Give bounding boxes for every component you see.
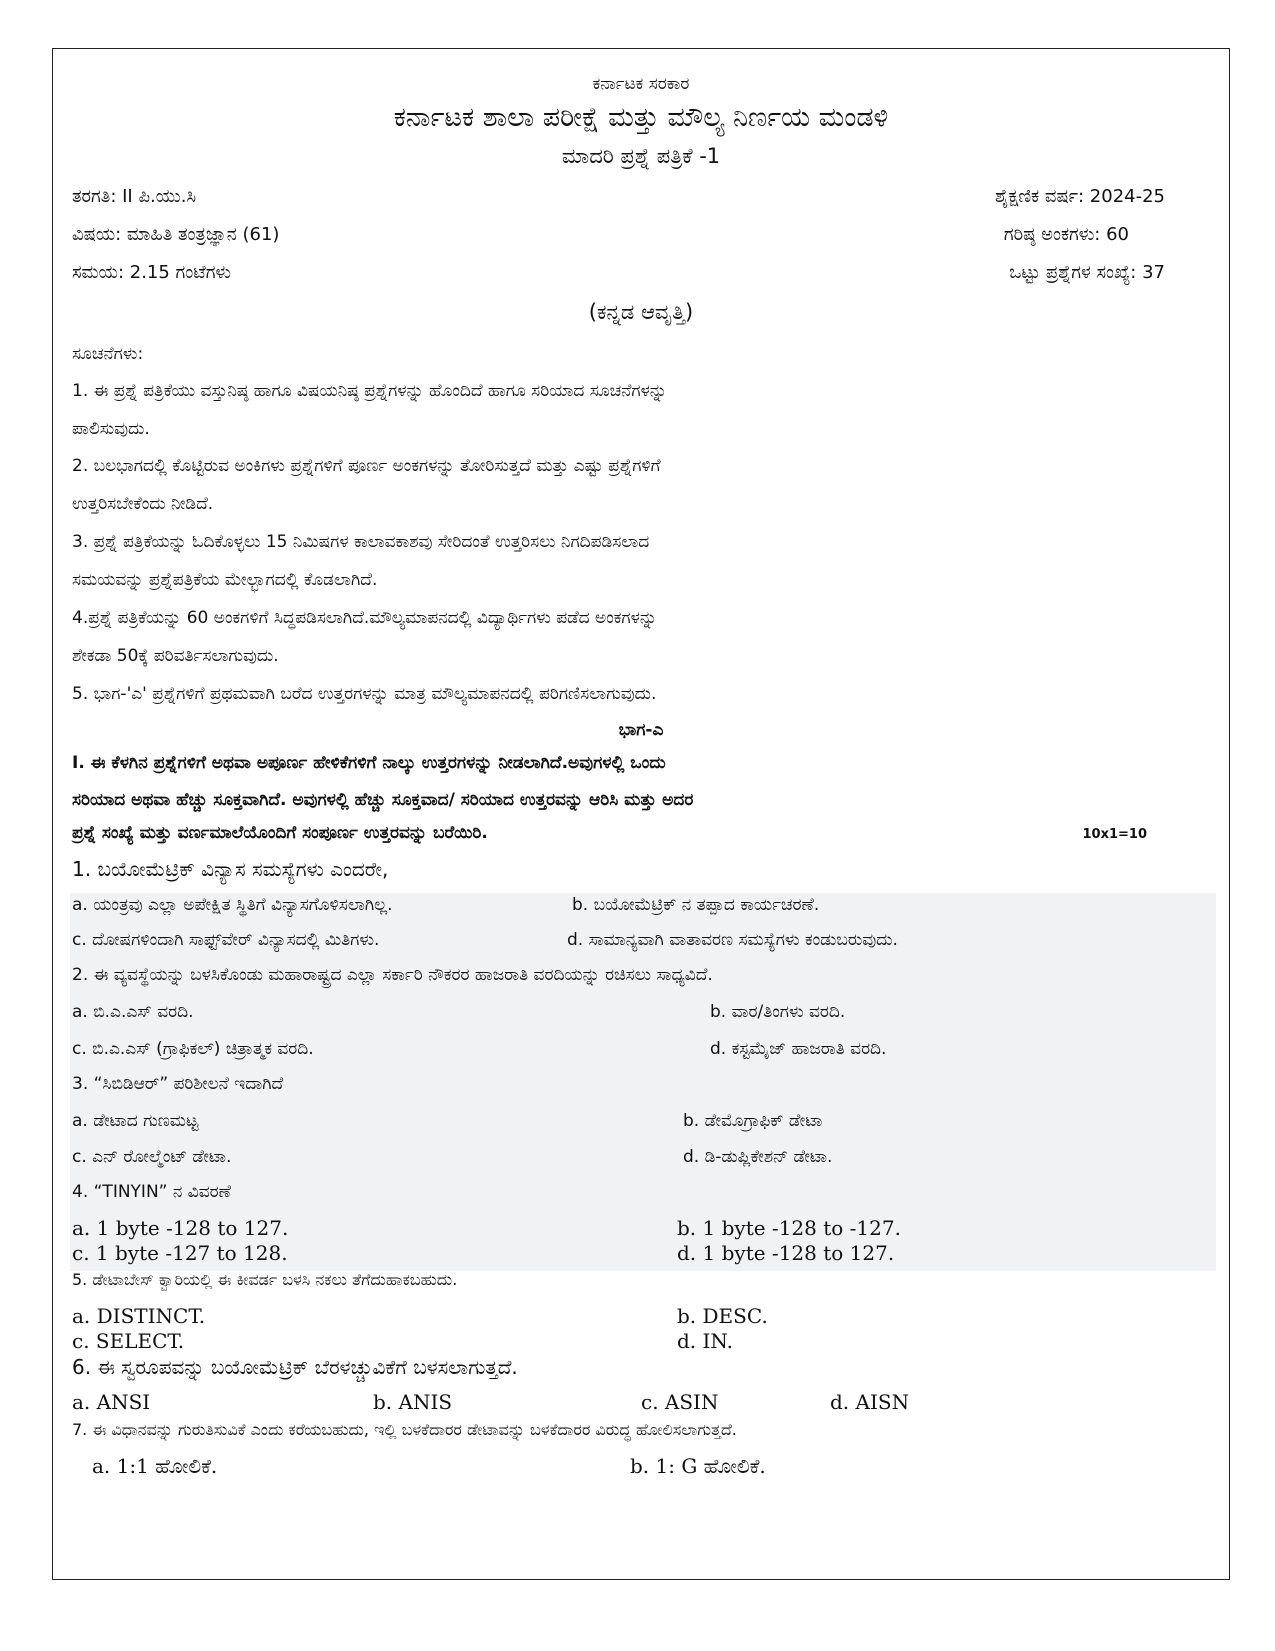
part-a-directive-line: I. ಈ ಕೆಳಗಿನ ಪ್ರಶ್ನೆಗಳಿಗೆ ಅಥವಾ ಅಪೂರ್ಣ ಹೇಳಿಕೆಗಳಿಗೆ ನಾಲ್ಕು ಉತ್ತರಗಳನ್ನು ನೀಡಲಾಗಿದೆ.ಅವುಗಳಲ್ಲಿ ಒಂದು [72,753,666,773]
q3-option-d: d. ಡಿ-ಡುಪ್ಲಿಕೇಶನ್ ಡೇಟಾ. [683,1147,833,1167]
instructions-title: ಸೂಚನೆಗಳು: [72,344,144,364]
q5-option-c: c. SELECT. [72,1329,185,1353]
question-4: 4. “TINYIN” ನ ವಿವರಣೆ [72,1182,231,1202]
q5-option-d: d. IN. [677,1329,733,1353]
paper-title: ಮಾದರಿ ಪ್ರಶ್ನೆ ಪತ್ರಿಕೆ -1 [561,144,721,168]
q3-option-c: c. ಎನ್ ರೋಲ್ಮೆಂಟ್ ಡೇಟಾ. [72,1147,232,1167]
q1-option-a: a. ಯಂತ್ರವು ಎಲ್ಲಾ ಅಪೇಕ್ಷಿತ ಸ್ಥಿತಿಗೆ ವಿನ್ಯಾಸಗೊಳಿಸಲಾಗಿಲ್ಲ. [72,895,393,915]
q2-option-b: b. ವಾರ/ತಿಂಗಳು ವರದಿ. [710,1002,846,1022]
instruction-line: 1. ಈ ಪ್ರಶ್ನೆ ಪತ್ರಿಕೆಯು ವಸ್ತುನಿಷ್ಠ ಹಾಗೂ ವಿಷಯನಿಷ್ಠ ಪ್ರಶ್ನೆಗಳನ್ನು ಹೊಂದಿದೆ ಹಾಗೂ ಸರಿಯಾದ ಸೂಚನೆಗಳನ್ನು [72,381,667,401]
q4-option-b: b. 1 byte -128 to -127. [677,1216,901,1240]
subject-label: ವಿಷಯ: ಮಾಹಿತಿ ತಂತ್ರಜ್ಞಾನ (61) [72,224,280,245]
instruction-line: 3. ಪ್ರಶ್ನೆ ಪತ್ರಿಕೆಯನ್ನು ಓದಿಕೊಳ್ಳಲು 15 ನಿಮಿಷಗಳ ಕಾಲಾವಕಾಶವು ಸೇರಿದಂತೆ ಉತ್ತರಿಸಲು ನಿಗದಿಪಡಿಸಲಾದ [72,532,650,552]
q4-option-a: a. 1 byte -128 to 127. [72,1216,289,1240]
q6-option-b: b. ANIS [373,1390,453,1414]
q5-option-a: a. DISTINCT. [72,1304,206,1328]
q1-option-b: b. ಬಯೋಮೆಟ್ರಿಕ್ ನ ತಪ್ಪಾದ ಕಾರ್ಯಚರಣೆ. [572,895,820,915]
instruction-line: 5. ಭಾಗ-'ಎ' ಪ್ರಶ್ನೆಗಳಿಗೆ ಪ್ರಥಮವಾಗಿ ಬರೆದ ಉತ್ತರಗಳನ್ನು ಮಾತ್ರ ಮೌಲ್ಯಮಾಪನದಲ್ಲಿ ಪರಿಗಣಿಸಲಾಗುವುದು. [72,684,657,704]
version-label: (ಕನ್ನಡ ಆವೃತ್ತಿ) [588,300,694,324]
class-label: ತರಗತಿ: II ಪಿ.ಯು.ಸಿ [72,186,197,207]
q2-option-d: d. ಕಸ್ಟಮೈಜ್ ಹಾಜರಾತಿ ವರದಿ. [710,1039,887,1059]
part-a-title: ಭಾಗ-ಎ [618,720,664,740]
instruction-line: 2. ಬಲಭಾಗದಲ್ಲಿ ಕೊಟ್ಟಿರುವ ಅಂಕಿಗಳು ಪ್ರಶ್ನೆಗಳಿಗೆ ಪೂರ್ಣ ಅಂಕಗಳನ್ನು ತೋರಿಸುತ್ತದೆ ಮತ್ತು ಎಷ್ಟು ಪ್ರಶ್ನೆಗಳಿಗೆ [72,456,661,476]
instruction-line: ಪಾಲಿಸುವುದು. [72,419,150,439]
part-a-marks: 10x1=10 [1082,827,1147,842]
govt-title: ಕರ್ನಾಟಕ ಸರಕಾರ [592,74,690,94]
academic-year-label: ಶೈಕ್ಷಣಿಕ ವರ್ಷ: 2024-25 [994,186,1165,207]
instruction-line: ಉತ್ತರಿಸಬೇಕೆಂದು ನೀಡಿದೆ. [72,494,214,514]
total-questions-label: ಒಟ್ಟು ಪ್ರಶ್ನೆಗಳ ಸಂಖ್ಯೆ: 37 [1009,262,1165,283]
question-1: 1. ಬಯೋಮೆಟ್ರಿಕ್ ವಿನ್ಯಾಸ ಸಮಸ್ಯೆಗಳು ಎಂದರೇ, [72,857,389,881]
question-3: 3. “ಸಿಬಿಡಿಆರ್” ಪರಿಶೀಲನೆ ಇದಾಗಿದೆ [72,1074,284,1094]
part-a-directive-line: ಪ್ರಶ್ನೆ ಸಂಖ್ಯೆ ಮತ್ತು ವರ್ಣಮಾಲೆಯೊಂದಿಗೆ ಸಂಪೂರ್ಣ ಉತ್ತರವನ್ನು ಬರೆಯಿರಿ. [72,823,488,843]
question-5: 5. ಡೇಟಾಬೇಸ್ ಕ್ವಾರಿಯಲ್ಲಿ ಈ ಕೀವರ್ಡ ಬಳಸಿ ನಕಲು ತೆಗೆದುಹಾಕಬಹುದು. [72,1270,458,1289]
q1-option-c: c. ದೋಷಗಳಿಂದಾಗಿ ಸಾಫ್ಟ್‌ವೇರ್ ವಿನ್ಯಾಸದಲ್ಲಿ ಮಿತಿಗಳು. [72,930,380,950]
question-2: 2. ಈ ವ್ಯವಸ್ಥೆಯನ್ನು ಬಳಸಿಕೊಂಡು ಮಹಾರಾಷ್ಟ್ರದ ಎಲ್ಲಾ ಸರ್ಕಾರಿ ನೌಕರರ ಹಾಜರಾತಿ ವರದಿಯನ್ನು ರಚಿಸಲು ಸಾಧ್ಯವಿದೆ. [72,965,713,985]
instruction-line: ಸಮಯವನ್ನು ಪ್ರಶ್ನೆಪತ್ರಿಕೆಯ ಮೇಲ್ಭಾಗದಲ್ಲಿ ಕೊಡಲಾಗಿದೆ. [72,570,378,590]
q2-option-a: a. ಬಿ.ಎ.ಎಸ್ ವರದಿ. [72,1002,194,1022]
q6-option-d: d. AISN [830,1390,910,1414]
q7-option-a: a. 1:1 ಹೋಲಿಕೆ. [92,1454,218,1478]
q1-option-d: d. ಸಾಮಾನ್ಯವಾಗಿ ವಾತಾವರಣ ಸಮಸ್ಯೆಗಳು ಕಂಡುಬರುವುದು. [567,930,898,950]
max-marks-label: ಗರಿಷ್ಠ ಅಂಕಗಳು: 60 [1003,224,1129,245]
q7-option-b: b. 1: G ಹೋಲಿಕೆ. [630,1454,766,1478]
part-a-directive-line: ಸರಿಯಾದ ಅಥವಾ ಹೆಚ್ಚು ಸೂಕ್ತವಾಗಿದೆ. ಅವುಗಳಲ್ಲಿ ಹೆಚ್ಚು ಸೂಕ್ತವಾದ/ ಸರಿಯಾದ ಉತ್ತರವನ್ನು ಆರಿಸಿ ಮತ್ತು ಅದರ [72,790,694,810]
q2-option-c: c. ಬಿ.ಎ.ಎಸ್ (ಗ್ರಾಫಿಕಲ್) ಚಿತ್ರಾತ್ಮಕ ವರದಿ. [72,1039,314,1059]
q3-option-b: b. ಡೇಮೊಗ್ರಾಫಿಕ್ ಡೇಟಾ [683,1111,823,1131]
q6-option-c: c. ASIN [641,1390,719,1414]
instruction-line: ಶೇಕಡಾ 50ಕ್ಕೆ ಪರಿವರ್ತಿಸಲಾಗುವುದು. [72,646,279,666]
question-6: 6. ಈ ಸ್ವರೂಪವನ್ನು ಬಯೋಮೆಟ್ರಿಕ್ ಬೆರಳಚ್ಚುವಿಕೆಗೆ ಬಳಸಲಾಗುತ್ತದೆ. [72,1355,518,1379]
instruction-line: 4.ಪ್ರಶ್ನೆ ಪತ್ರಿಕೆಯನ್ನು 60 ಅಂಕಗಳಿಗೆ ಸಿದ್ಧಪಡಿಸಲಾಗಿದೆ.ಮೌಲ್ಯಮಾಪನದಲ್ಲಿ ವಿದ್ಯಾರ್ಥಿಗಳು ಪಡೆದ ಅಂಕಗಳನ್ನು [72,608,657,628]
board-title: ಕರ್ನಾಟಕ ಶಾಲಾ ಪರೀಕ್ಷೆ ಮತ್ತು ಮೌಲ್ಯ ನಿರ್ಣಯ ಮಂಡಳಿ [393,102,889,133]
q4-option-d: d. 1 byte -128 to 127. [677,1241,895,1265]
question-7: 7. ಈ ವಿಧಾನವನ್ನು ಗುರುತಿಸುವಿಕೆ ಎಂದು ಕರೆಯಬಹುದು, ಇಲ್ಲಿ ಬಳಕೆದಾರರ ಡೇಟಾವನ್ನು ಬಳಕೆದಾರರ ವಿರುದ್ಧ ಹೋಲಿಸಲಾಗುತ್ತದೆ. [72,1420,737,1439]
time-label: ಸಮಯ: 2.15 ಗಂಟೆಗಳು [72,262,231,283]
q4-option-c: c. 1 byte -127 to 128. [72,1241,288,1265]
q3-option-a: a. ಡೇಟಾದ ಗುಣಮಟ್ಟ [72,1111,199,1131]
q6-option-a: a. ANSI [72,1390,151,1414]
q5-option-b: b. DESC. [677,1304,768,1328]
